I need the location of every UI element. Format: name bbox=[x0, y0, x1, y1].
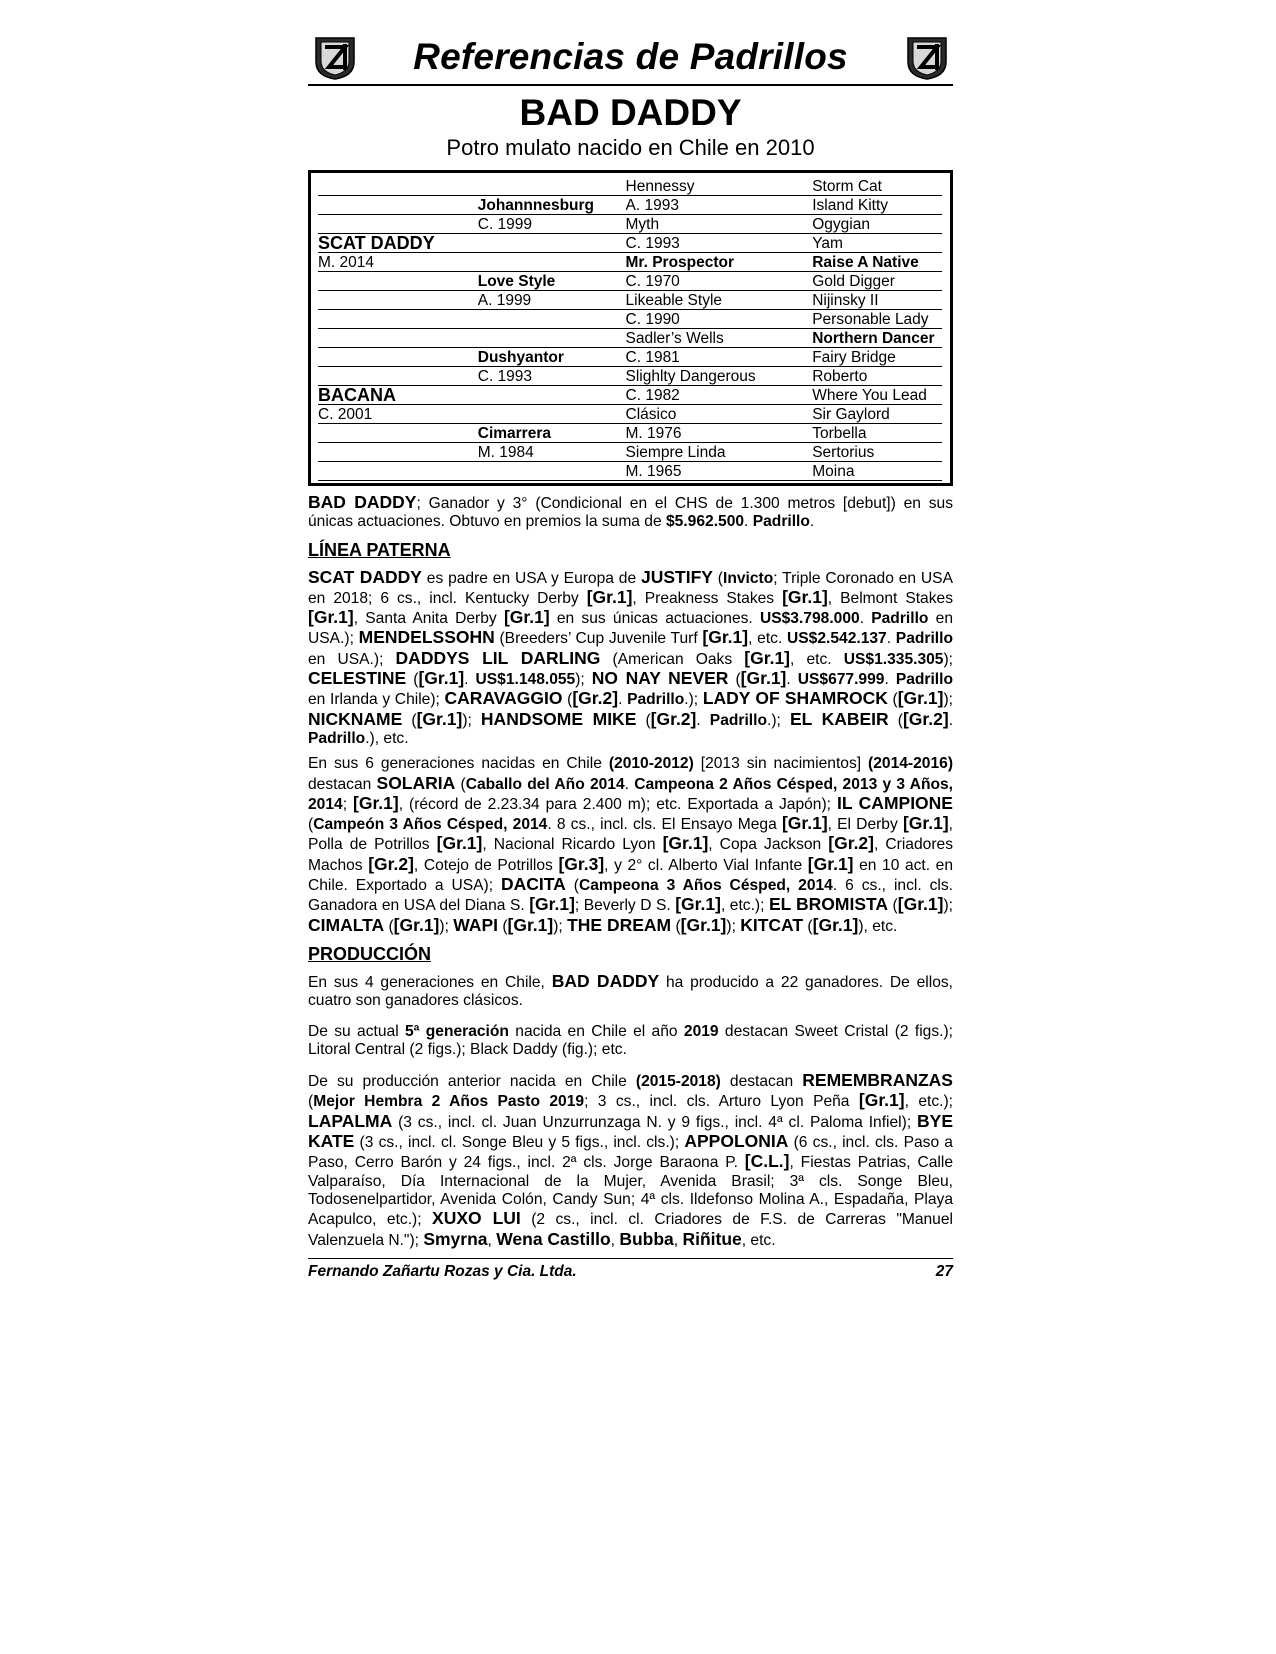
pedigree-cell: C. 2001 bbox=[318, 405, 478, 424]
pedigree-cell: Johannnesburg bbox=[478, 196, 626, 215]
dam-name: BACANA bbox=[318, 386, 478, 405]
pedigree-cell bbox=[478, 462, 626, 481]
race-summary: BAD DADDY; Ganador y 3° (Condicional en el CHS de 1.300 metros [debut]) en sus únicas actuaciones. Obtuvo en premios la suma de $5.962.500. Padrillo. bbox=[308, 492, 953, 531]
pedigree-cell: Cimarrera bbox=[478, 424, 626, 443]
pedigree-cell: Gold Digger bbox=[812, 272, 942, 291]
paragraph-scat-daddy: SCAT DADDY es padre en USA y Europa de JUSTIFY (Invicto; Triple Coronado en USA en 2018; 6 cs., incl. Kentucky Derby [Gr.1], Preakness Stakes [Gr.1], Belmont Stakes [Gr.1], Santa Anita Derby [Gr.1] en sus únicas actuaciones. US$3.798.000. Padrillo en USA.); MENDELSSOHN (Breeders’ Cup Juvenile Turf [Gr.1], etc. US$2.542.137. Padrillo en USA.); DADDYS LIL DARLING (American Oaks [Gr.1], etc. US$1.335.305); CELESTINE ([Gr.1]. US$1.148.055); NO NAY NEVER ([Gr.1]. US$677.999. Padrillo en Irlanda y Chile); CARAVAGGIO ([Gr.2]. Padrillo.); LADY OF SHAMROCK ([Gr.1]); NICKNAME ([Gr.1]); HANDSOME MIKE ([Gr.2]. Padrillo.); EL KABEIR ([Gr.2]. Padrillo.), etc. bbox=[308, 566, 954, 747]
pedigree-cell: Nijinsky II bbox=[812, 291, 942, 310]
pedigree-cell: C. 1993 bbox=[478, 367, 626, 386]
pedigree-row bbox=[318, 272, 942, 291]
paragraph-fifth-generation: De su actual 5ª generación nacida en Chile el año 2019 destacan Sweet Cristal (2 figs.); Litoral Central (2 figs.); Black Daddy (fig.); etc. bbox=[308, 1022, 954, 1058]
pedigree-cell: M. 1976 bbox=[626, 424, 813, 443]
pedigree-row bbox=[318, 329, 942, 348]
pedigree-cell bbox=[318, 462, 478, 481]
pedigree-cell: Slighlty Dangerous bbox=[626, 367, 813, 386]
pedigree-cell bbox=[478, 177, 626, 196]
pedigree-cell: Torbella bbox=[812, 424, 942, 443]
pedigree-cell bbox=[478, 310, 626, 329]
pedigree-cell bbox=[318, 291, 478, 310]
horse-name: BAD DADDY bbox=[519, 92, 742, 133]
page-header bbox=[308, 32, 953, 86]
pedigree-cell: M. 1965 bbox=[626, 462, 813, 481]
pedigree-cell bbox=[478, 329, 626, 348]
paragraph-chile-generations: En sus 6 generaciones nacidas en Chile (2010-2012) [2013 sin nacimientos] (2014-2016) destacan SOLARIA (Caballo del Año 2014. Campeona 2 Años Césped, 2013 y 3 Años, 2014; [Gr.1], (récord de 2.23.34 para 2.400 m); etc. Exportada a Japón); IL CAMPIONE (Campeón 3 Años Césped, 2014. 8 cs., incl. cls. El Ensayo Mega [Gr.1], El Derby [Gr.1], Polla de Potrillos [Gr.1], Nacional Ricardo Lyon [Gr.1], Copa Jackson [Gr.2], Criadores Machos [Gr.2], Cotejo de Potrillos [Gr.3], y 2° cl. Alberto Vial Infante [Gr.1] en 10 act. en Chile. Exportado a USA); DACITA (Campeona 3 Años Césped, 2014. 6 cs., incl. cls. Ganadora en USA del Diana S. [Gr.1]; Beverly D S. [Gr.1], etc.); EL BROMISTA ([Gr.1]); CIMALTA ([Gr.1]); WAPI ([Gr.1]); THE DREAM ([Gr.1]); KITCAT ([Gr.1]), etc. bbox=[308, 755, 954, 935]
pedigree-cell: Sir Gaylord bbox=[812, 405, 942, 424]
pedigree-row bbox=[318, 291, 942, 310]
pedigree-cell bbox=[318, 348, 478, 367]
pedigree-cell: A. 1999 bbox=[478, 291, 626, 310]
section-heading-produccion: PRODUCCIÓN bbox=[308, 943, 432, 964]
zanartu-logo-icon bbox=[905, 34, 949, 80]
pedigree-cell: C. 1981 bbox=[626, 348, 813, 367]
pedigree-cell: Fairy Bridge bbox=[812, 348, 942, 367]
pedigree-row bbox=[318, 348, 942, 367]
horse-subtitle: Potro mulato nacido en Chile en 2010 bbox=[446, 135, 815, 160]
pedigree-cell: Sadler’s Wells bbox=[626, 329, 813, 348]
pedigree-row bbox=[318, 215, 942, 234]
pedigree-cell: C. 1993 bbox=[626, 234, 813, 253]
pedigree-cell: Sertorius bbox=[812, 443, 942, 462]
pedigree-table bbox=[308, 170, 953, 486]
pedigree-cell bbox=[478, 253, 626, 272]
pedigree-cell bbox=[318, 424, 478, 443]
pedigree-cell: Clásico bbox=[626, 405, 813, 424]
pedigree-cell: C. 1990 bbox=[626, 310, 813, 329]
pedigree-cell: Love Style bbox=[478, 272, 626, 291]
pedigree-cell: Myth bbox=[626, 215, 813, 234]
pedigree-row bbox=[318, 386, 942, 405]
pedigree-cell bbox=[318, 310, 478, 329]
pedigree-cell bbox=[318, 215, 478, 234]
pedigree-cell: C. 1970 bbox=[626, 272, 813, 291]
pedigree-cell: Storm Cat bbox=[812, 177, 942, 196]
pedigree-row bbox=[318, 367, 942, 386]
pedigree-cell: Dushyantor bbox=[478, 348, 626, 367]
footer-company: Fernando Zañartu Rozas y Cia. Ltda. bbox=[308, 1262, 577, 1280]
pedigree-cell bbox=[318, 196, 478, 215]
pedigree-cell: Raise A Native bbox=[812, 253, 942, 272]
pedigree-row bbox=[318, 196, 942, 215]
pedigree-cell: M. 2014 bbox=[318, 253, 478, 272]
pedigree-cell: Personable Lady bbox=[812, 310, 942, 329]
paragraph-previous-production: De su producción anterior nacida en Chile (2015-2018) destacan REMEMBRANZAS (Mejor Hembra 2 Años Pasto 2019; 3 cs., incl. cls. Arturo Lyon Peña [Gr.1], etc.); LAPALMA (3 cs., incl. cl. Juan Unzurrunzaga N. y 9 figs., incl. 4ª cl. Paloma Infiel); BYE KATE (3 cs., incl. cl. Songe Bleu y 5 figs., incl. cls.); APPOLONIA (6 cs., incl. cls. Paso a Paso, Cerro Barón y 24 figs., incl. 2ª cls. Jorge Baraona P. [C.L.], Fiestas Patrias, Calle Valparaíso, Día Internacional de la Mujer, Avenida Brasil; 3ª cls. Songe Bleu, Todosenelpartidor, Avenida Colón, Candy Sun; 4ª cls. Ildefonso Molina A., Espadaña, Playa Acapulco, etc.); XUXO LUI (2 cs., incl. cl. Criadores de F.S. de Carreras "Manuel Valenzuela N."); Smyrna, Wena Castillo, Bubba, Riñitue, etc. bbox=[308, 1070, 953, 1249]
pedigree-row bbox=[318, 177, 942, 196]
pedigree-cell: M. 1984 bbox=[478, 443, 626, 462]
pedigree-cell bbox=[478, 405, 626, 424]
pedigree-row bbox=[318, 234, 942, 253]
pedigree-cell bbox=[478, 234, 626, 253]
paragraph-production-summary: En sus 4 generaciones en Chile, BAD DADDY ha producido a 22 ganadores. De ellos, cuatro son ganadores clásicos. bbox=[308, 970, 954, 1010]
page-footer bbox=[308, 1258, 953, 1281]
pedigree-row bbox=[318, 405, 942, 424]
pedigree-cell: Siempre Linda bbox=[626, 443, 813, 462]
sire-name: SCAT DADDY bbox=[318, 234, 478, 253]
pedigree-cell bbox=[318, 367, 478, 386]
pedigree-cell: Hennessy bbox=[626, 177, 813, 196]
pedigree-cell: C. 1999 bbox=[478, 215, 626, 234]
pedigree-cell bbox=[318, 329, 478, 348]
pedigree-cell: Yam bbox=[812, 234, 942, 253]
pedigree-cell: Roberto bbox=[812, 367, 942, 386]
pedigree-row bbox=[318, 253, 942, 272]
pedigree-cell: Likeable Style bbox=[626, 291, 813, 310]
pedigree-cell: Ogygian bbox=[812, 215, 942, 234]
pedigree-row bbox=[318, 424, 942, 443]
pedigree-cell bbox=[478, 386, 626, 405]
document-page bbox=[308, 32, 953, 1281]
pedigree-cell: Northern Dancer bbox=[812, 329, 942, 348]
pedigree-cell: Island Kitty bbox=[812, 196, 942, 215]
pedigree-row bbox=[318, 310, 942, 329]
pedigree-cell: C. 1982 bbox=[626, 386, 813, 405]
pedigree-cell: Moina bbox=[812, 462, 942, 481]
section-heading-linea-paterna: LÍNEA PATERNA bbox=[308, 539, 451, 560]
pedigree-row bbox=[318, 443, 942, 462]
page-title: Referencias de Padrillos bbox=[413, 36, 848, 77]
page-number: 27 bbox=[935, 1262, 953, 1280]
pedigree-cell bbox=[318, 443, 478, 462]
pedigree-cell: A. 1993 bbox=[626, 196, 813, 215]
pedigree-cell bbox=[318, 272, 478, 291]
pedigree-row bbox=[318, 462, 942, 481]
pedigree-cell: Mr. Prospector bbox=[626, 253, 813, 272]
pedigree-cell bbox=[318, 177, 478, 196]
pedigree-cell: Where You Lead bbox=[812, 386, 942, 405]
